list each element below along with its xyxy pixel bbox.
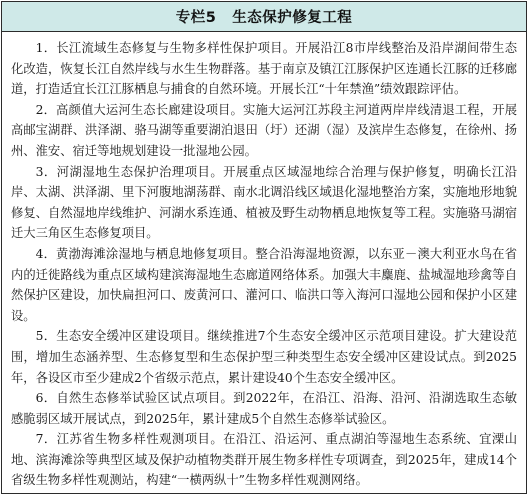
column-box <box>1 1 527 494</box>
project-item-7: 7．江苏省生物多样性观测项目。在沿江、沿运河、重点湖泊等湿地生态系统、宜溧山地、滨海滩涂等典型区域及保护动植物类群开展生物多样性专项调查，到2025年，建成14个省级生物多样性观测站，构建“一横两纵十”生物多样性观测网络。 <box>11 432 517 488</box>
project-item-2: 2．高颜值大运河生态长廊建设项目。实施大运河江苏段主河道两岸岸线清退工程，开展高邮宝湖群、洪泽湖、骆马湖等重要湖泊退田（圩）还湖（湿）及滨岸生态修复，在徐州、扬州、淮安、宿迁等地规划建设一批湿地公园。 <box>11 102 517 158</box>
box-content <box>2 32 526 491</box>
project-item-3: 3．河湖湿地生态保护治理项目。开展重点区域湿地综合治理与保护修复，明确长江沿岸、太湖、洪泽湖、里下河腹地湖荡群、南水北调沿线区域退化湿地整治方案，实施地形地貌修复、自然湿地岸线维护、河湖水系连通、植被及野生动物栖息地恢复等工程。实施骆马湖宿迁大三角区生态修复项目。 <box>11 164 517 241</box>
project-item-6: 6．自然生态修举试验区试点项目。到2022年，在沿江、沿海、沿河、沿湖选取生态敏感脆弱区域开展试点，到2025年，累计建成5个自然生态修举试验区。 <box>11 391 517 426</box>
box-header <box>2 2 526 32</box>
box-title-number: 专栏5 <box>175 10 217 26</box>
project-item-4: 4．黄渤海滩涂湿地与栖息地修复项目。整合沿海湿地资源，以东亚－澳大利亚水鸟在省内的迁徙路线为重点区域构建滨海湿地生态廊道网络体系。加强大丰麋鹿、盐城湿地珍禽等自然保护区建设，加快扁担河口、废黄河口、灌河口、临洪口等入海河口湿地公园和保护小区建设。 <box>11 246 517 323</box>
project-item-1: 1．长江流域生态修复与生物多样性保护项目。开展沿江8市岸线整治及沿岸湖间带生态化改造，恢复长江自然岸线与水生生物群落。基于南京及镇江江豚保护区连通长江豚的迁移廊道，打造适宜长江江豚栖息与捕食的自然环境。开展长江“十年禁渔”绩效跟踪评估。 <box>11 41 517 97</box>
box-title <box>176 6 353 27</box>
box-title-text: 生态保护修复工程 <box>232 10 353 26</box>
project-item-5: 5．生态安全缓冲区建设项目。继续推进7个生态安全缓冲区示范项目建设。扩大建设范围，增加生态涵养型、生态修复型和生态保护型三种类型生态安全缓冲区建设试点。到2025年，各设区市至少建成2个省级示范点，累计建设40个生态安全缓冲区。 <box>11 329 517 385</box>
